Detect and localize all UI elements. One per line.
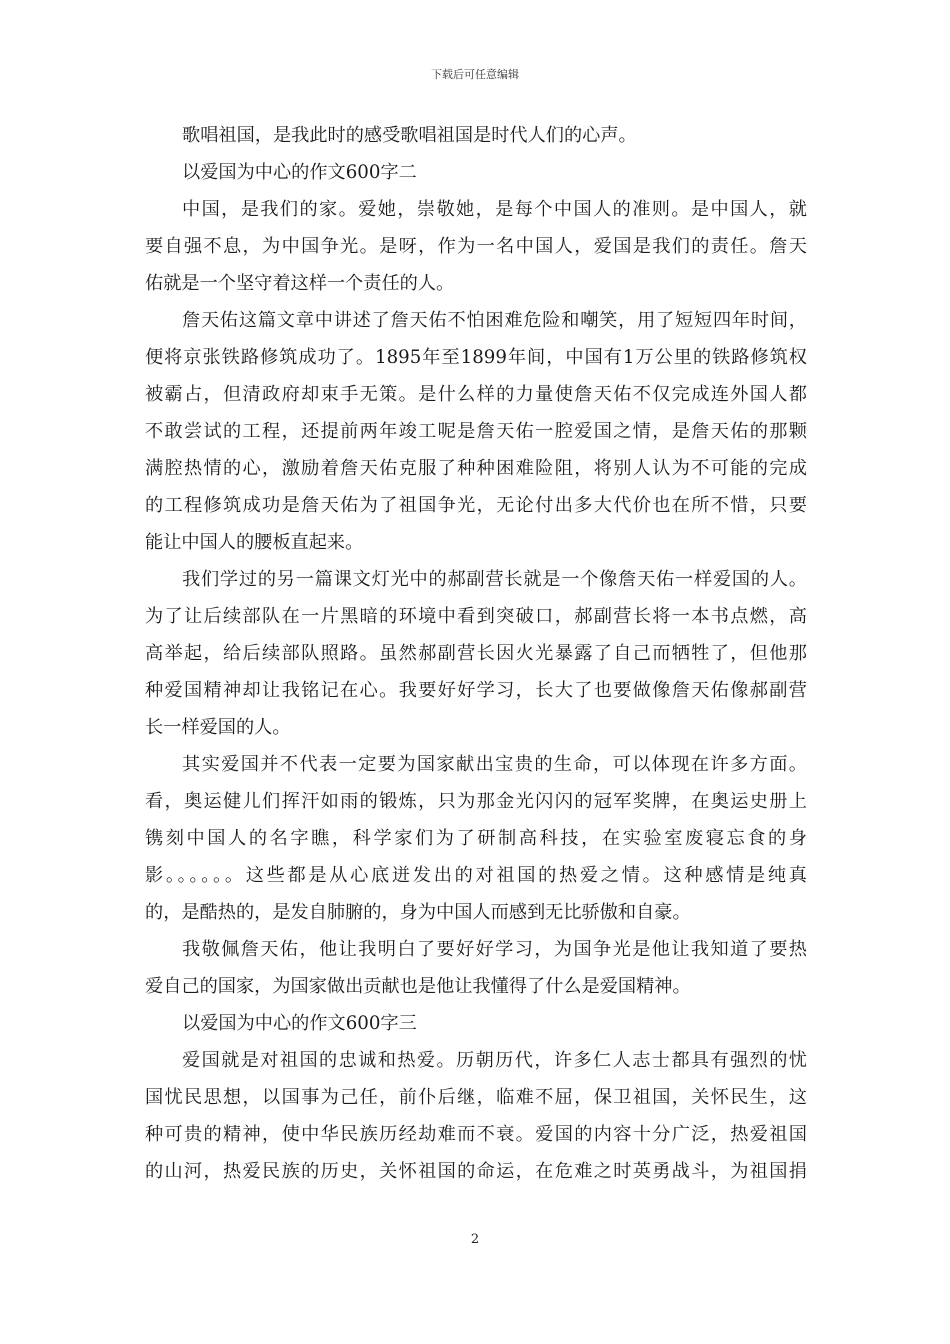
text-line: 要自强不息，为中国争光。是呀，作为一名中国人，爱国是我们的责任。詹天 xyxy=(145,236,807,257)
text-line: 的，是酷热的，是发自肺腑的，身为中国人而感到无比骄傲和自豪。 xyxy=(145,902,691,923)
text-line: 镌刻中国人的名字瞧，科学家们为了研制高科技，在实验室废寝忘食的身 xyxy=(145,828,807,849)
text-line: 不敢尝试的工程，还提前两年竣工呢是詹天佑一腔爱国之情，是詹天佑的那颗 xyxy=(145,421,807,442)
text-line: 为了让后续部队在一片黑暗的环境中看到突破口，郝副营长将一本书点燃，高 xyxy=(145,606,807,627)
text-line: 的工程修筑成功是詹天佑为了祖国争光，无论付出多大代价也在所不惜，只要 xyxy=(145,495,807,516)
text-line: 种可贵的精神，使中华民族历经劫难而不衰。爱国的内容十分广泛，热爱祖国 xyxy=(145,1124,807,1145)
page-number: 2 xyxy=(470,1232,480,1247)
text-line: 爱自己的国家，为国家做出贡献也是他让我懂得了什么是爱国精神。 xyxy=(145,976,691,997)
text-line: 能让中国人的腰板直起来。 xyxy=(145,532,364,553)
text-line: 被霸占，但清政府却束手无策。是什么样的力量使詹天佑不仅完成连外国人都 xyxy=(145,384,807,405)
text-line: 我们学过的另一篇课文灯光中的郝副营长就是一个像詹天佑一样爱国的人。 xyxy=(182,569,807,590)
text-line: 歌唱祖国，是我此时的感受歌唱祖国是时代人们的心声。 xyxy=(182,125,637,146)
text-line: 以爱国为中心的作文600字三 xyxy=(182,1013,417,1034)
text-line: 爱国就是对祖国的忠诚和热爱。历朝历代，许多仁人志士都具有强烈的忧 xyxy=(182,1050,807,1071)
text-line: 便将京张铁路修筑成功了。1895年至1899年间，中国有1万公里的铁路修筑权 xyxy=(145,347,807,368)
text-line: 种爱国精神却让我铭记在心。我要好好学习，长大了也要做像詹天佑像郝副营 xyxy=(145,680,807,701)
page-header: 下载后可任意编辑 xyxy=(431,68,519,81)
text-line: 高举起，给后续部队照路。虽然郝副营长因火光暴露了自己而牺牲了，但他那 xyxy=(145,643,807,664)
text-line: 长一样爱国的人。 xyxy=(145,717,291,738)
text-line: 影。。。。。。这些都是从心底迸发出的对祖国的热爱之情。这种感情是纯真 xyxy=(145,865,807,886)
text-line: 我敬佩詹天佑，他让我明白了要好好学习，为国争光是他让我知道了要热 xyxy=(182,939,807,960)
text-line: 看，奥运健儿们挥汗如雨的锻炼，只为那金光闪闪的冠军奖牌，在奥运史册上 xyxy=(145,791,807,812)
text-line: 詹天佑这篇文章中讲述了詹天佑不怕困难危险和嘲笑，用了短短四年时间， xyxy=(182,310,807,331)
text-line: 中国，是我们的家。爱她，崇敬她，是每个中国人的准则。是中国人，就 xyxy=(182,199,807,220)
text-line: 其实爱国并不代表一定要为国家献出宝贵的生命，可以体现在许多方面。 xyxy=(182,754,807,775)
text-line: 佑就是一个坚守着这样一个责任的人。 xyxy=(145,273,455,294)
text-line: 满腔热情的心，激励着詹天佑克服了种种困难险阻，将别人认为不可能的完成 xyxy=(145,458,807,479)
text-line: 的山河，热爱民族的历史，关怀祖国的命运，在危难之时英勇战斗，为祖国捐 xyxy=(145,1161,807,1182)
document-body xyxy=(145,117,807,1190)
text-line: 以爱国为中心的作文600字二 xyxy=(182,162,417,183)
text-line: 国忧民思想，以国事为己任，前仆后继，临难不屈，保卫祖国，关怀民生，这 xyxy=(145,1087,807,1108)
